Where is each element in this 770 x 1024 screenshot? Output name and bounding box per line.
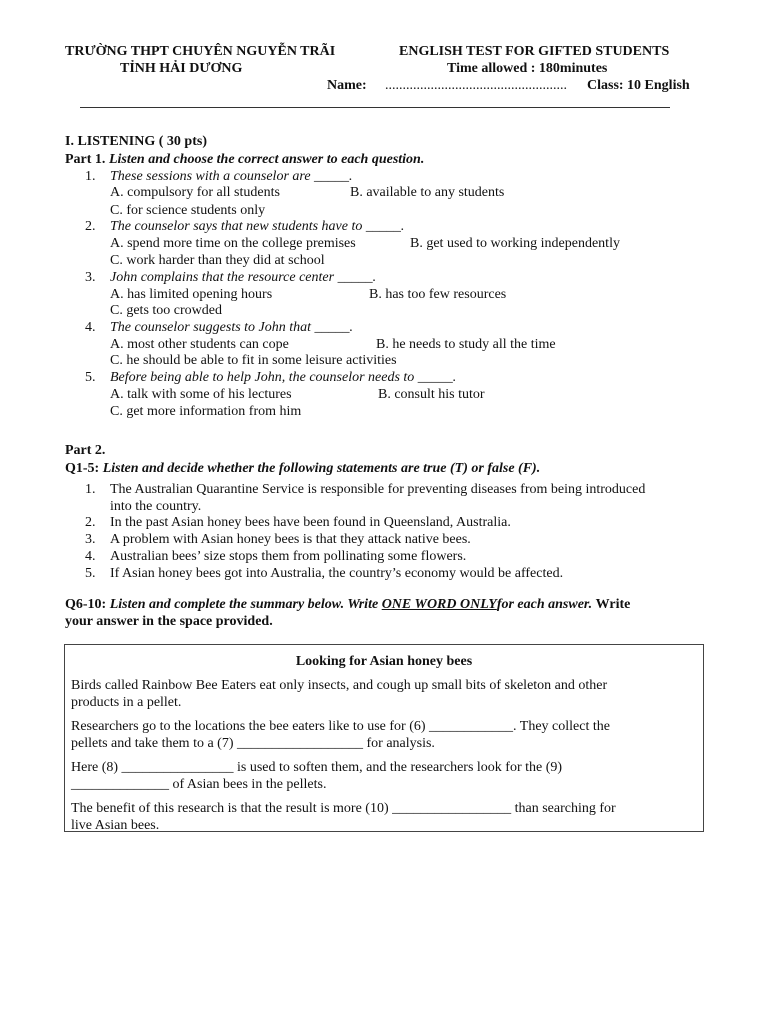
- option-a: A. most other students can cope: [110, 337, 289, 352]
- summary-paragraph-3: Here (8) ________________ is used to soften them, and the researchers look for the (9): [71, 760, 563, 775]
- one-word-only: ONE WORD ONLY: [381, 597, 497, 612]
- summary-box: [64, 644, 704, 832]
- option-a: A. talk with some of his lectures: [110, 387, 292, 402]
- question-stem: The counselor suggests to John that _____.: [110, 320, 354, 335]
- summary-paragraph-4: The benefit of this research is that the result is more (10) _________________ than searching for: [71, 801, 616, 816]
- part2-label: Part 2.: [65, 443, 106, 458]
- q6-10-instruction-line: [65, 597, 630, 613]
- option-a: A. has limited opening hours: [110, 287, 273, 302]
- option-b: B. has too few resources: [369, 287, 507, 302]
- q6-10-write: Write: [595, 597, 631, 612]
- part1-label: Part 1.: [65, 152, 106, 167]
- option-c: C. work harder than they did at school: [110, 253, 325, 268]
- summary-paragraph-3-cont: ______________ of Asian bees in the pellets.: [71, 777, 327, 792]
- option-b: B. available to any students: [350, 185, 505, 200]
- time-allowed: Time allowed : 180minutes: [447, 61, 608, 76]
- option-c: C. get more information from him: [110, 404, 302, 419]
- section-heading: I. LISTENING ( 30 pts): [65, 134, 207, 149]
- summary-paragraph-2-cont: pellets and take them to a (7) __________________ for analysis.: [71, 736, 435, 751]
- question-number: 3.: [85, 270, 96, 285]
- option-c: C. for science students only: [110, 203, 266, 218]
- statement-text: A problem with Asian honey bees is that they attack native bees.: [110, 532, 471, 547]
- q6-10-instruction: Listen and complete the summary below. Write: [109, 597, 379, 612]
- q1-5-instruction-line: [65, 461, 540, 477]
- school-name: TRƯỜNG THPT CHUYÊN NGUYỄN TRÃI: [65, 44, 336, 59]
- summary-paragraph-1: Birds called Rainbow Bee Eaters eat only insects, and cough up small bits of skeleton and other: [71, 678, 608, 693]
- option-a: A. spend more time on the college premises: [110, 236, 356, 251]
- summary-paragraph-2: Researchers go to the locations the bee eaters like to use for (6) ____________. They collect the: [71, 719, 610, 734]
- question-number: 5.: [85, 370, 96, 385]
- statement-number: 1.: [85, 482, 96, 497]
- option-b: B. consult his tutor: [378, 387, 485, 402]
- statement-number: 5.: [85, 566, 96, 581]
- name-label: Name:: [327, 78, 367, 93]
- class-label: Class: 10 English: [587, 78, 690, 93]
- statement-number: 4.: [85, 549, 96, 564]
- statement-text: The Australian Quarantine Service is responsible for preventing diseases from being introduced: [110, 482, 646, 497]
- question-stem: Before being able to help John, the counselor needs to _____.: [110, 370, 457, 385]
- header-divider: [80, 107, 670, 108]
- option-c: C. gets too crowded: [110, 303, 222, 318]
- summary-paragraph-4-cont: live Asian bees.: [71, 818, 160, 833]
- statement-text-cont: into the country.: [110, 499, 202, 514]
- option-b: B. get used to working independently: [410, 236, 620, 251]
- q1-5-instruction: Listen and decide whether the following statements are true (T) or false (F).: [102, 461, 541, 476]
- part1-instruction: Listen and choose the correct answer to each question.: [108, 152, 425, 167]
- test-title: ENGLISH TEST FOR GIFTED STUDENTS: [399, 44, 670, 59]
- q6-10-instruction-line2: your answer in the space provided.: [65, 614, 273, 629]
- statement-number: 2.: [85, 515, 96, 530]
- statement-text: Australian bees’ size stops them from pollinating some flowers.: [110, 549, 467, 564]
- q6-10-instruction-end: for each answer.: [496, 597, 593, 612]
- summary-title: Looking for Asian honey bees: [295, 654, 473, 669]
- question-stem: The counselor says that new students have to _____.: [110, 219, 405, 234]
- question-stem: John complains that the resource center _____.: [110, 270, 377, 285]
- question-number: 1.: [85, 169, 96, 184]
- statement-text: In the past Asian honey bees have been found in Queensland, Australia.: [110, 515, 511, 530]
- question-number: 4.: [85, 320, 96, 335]
- province-name: TỈNH HẢI DƯƠNG: [120, 61, 243, 76]
- q1-5-label: Q1-5:: [65, 461, 100, 476]
- part1-instruction-line: [65, 152, 424, 168]
- q6-10-label: Q6-10:: [65, 597, 107, 612]
- question-stem: These sessions with a counselor are _____.: [110, 169, 353, 184]
- statement-number: 3.: [85, 532, 96, 547]
- summary-paragraph-1-cont: products in a pellet.: [71, 695, 182, 710]
- question-number: 2.: [85, 219, 96, 234]
- statement-text: If Asian honey bees got into Australia, the country’s economy would be affected.: [110, 566, 564, 581]
- option-b: B. he needs to study all the time: [376, 337, 556, 352]
- option-a: A. compulsory for all students: [110, 185, 280, 200]
- name-field-dots: ....................................................: [385, 78, 567, 93]
- option-c: C. he should be able to fit in some leisure activities: [110, 353, 397, 368]
